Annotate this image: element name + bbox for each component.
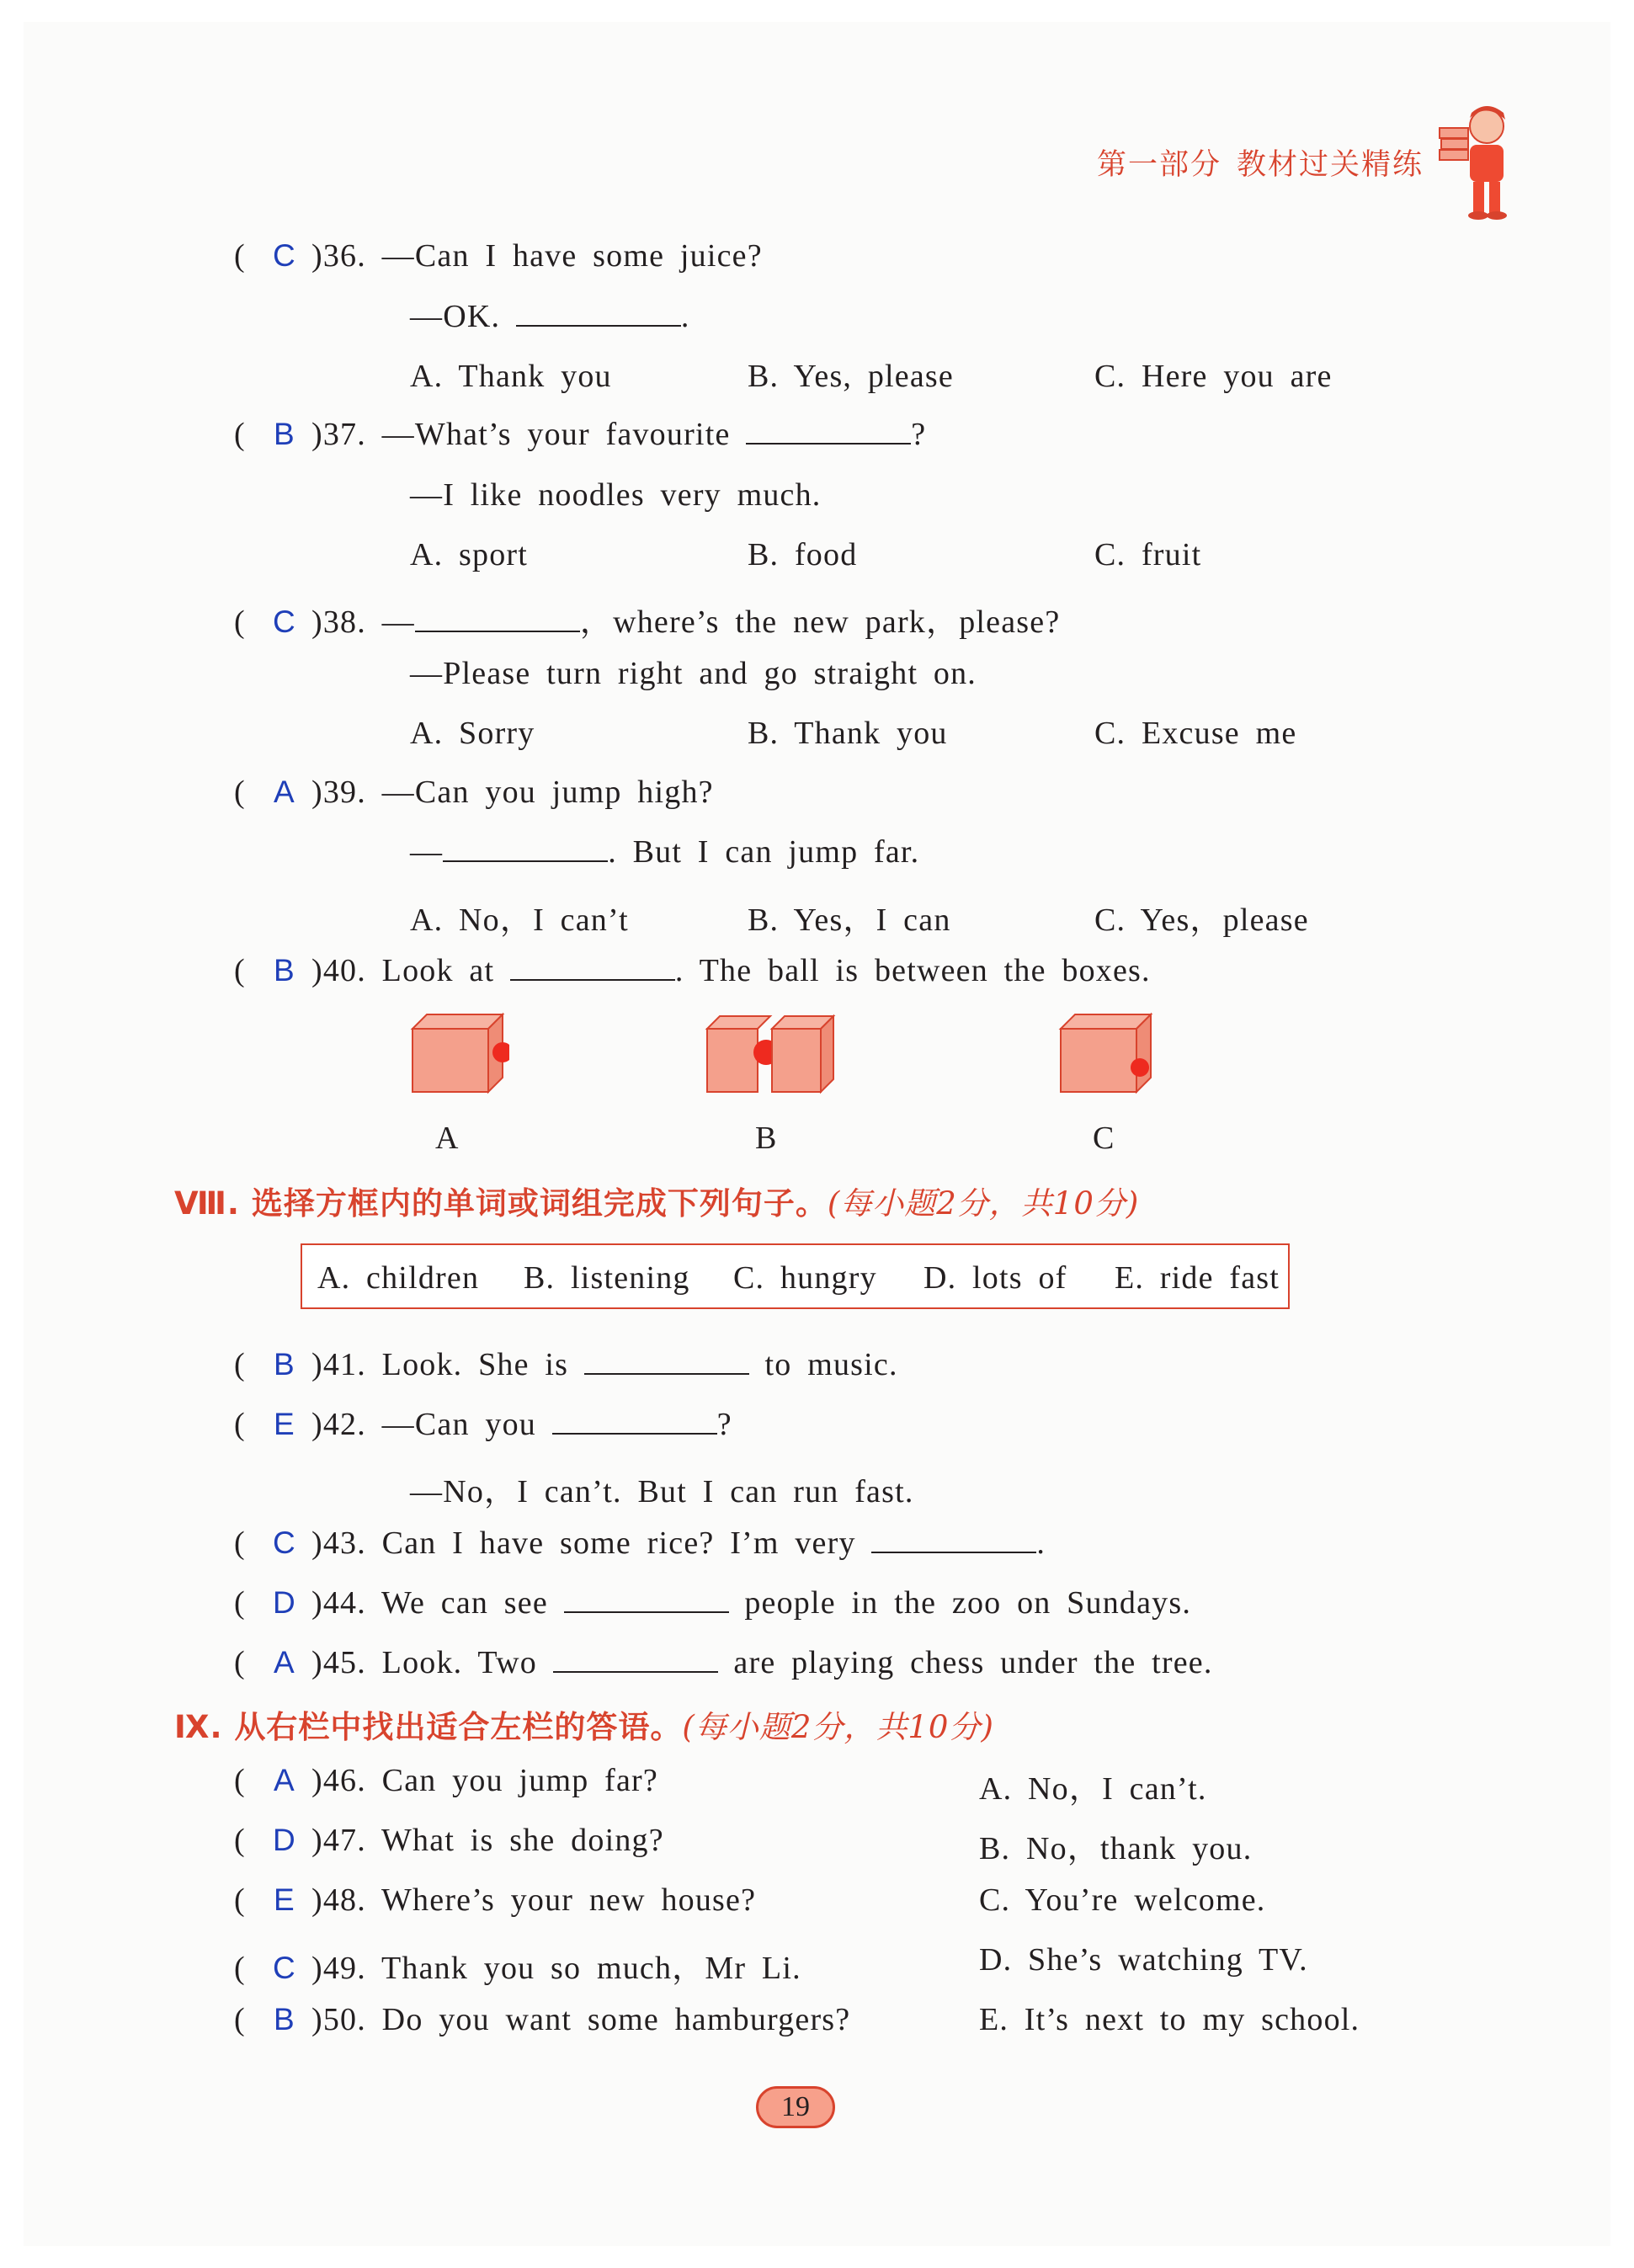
header-title: 教材过关精练 [1236, 148, 1424, 182]
question-39-line2: — . But I can jump far. [410, 834, 920, 870]
option-38-c: C. Excuse me [1094, 716, 1297, 751]
match-row: ( A )46. Can you jump far? [234, 1763, 658, 1798]
option-37-b: B. food [748, 537, 858, 572]
picture-a-label: A [435, 1121, 459, 1156]
response-b: B. No，thank you. [979, 1831, 1253, 1866]
option-37-a: A. sport [410, 537, 529, 572]
question-40: ( B )40. Look at . The ball is between the boxes. [234, 953, 1151, 988]
word-option-d: D. lots of [923, 1260, 1067, 1296]
picture-c-label: C [1093, 1121, 1115, 1156]
option-36-c: C. Here you are [1094, 359, 1333, 394]
blank[interactable] [584, 1348, 749, 1375]
mascot-icon [1438, 103, 1514, 221]
match-row: ( E )48. Where’s your new house? [234, 1882, 757, 1918]
option-38-a: A. Sorry [410, 716, 535, 751]
option-38-b: B. Thank you [748, 716, 948, 751]
blank[interactable] [553, 1646, 718, 1673]
answer-40: B [274, 953, 295, 988]
option-36-a: A. Thank you [410, 359, 612, 394]
header-part: 第一部分 [1096, 148, 1222, 182]
option-37-c: C. fruit [1094, 537, 1202, 572]
word-option-e: E. ride fast [1115, 1260, 1280, 1296]
blank[interactable] [564, 1586, 729, 1613]
question-45: ( A )45. Look. Two are playing chess under the tree. [234, 1645, 1213, 1680]
response-a: A. No，I can’t. [979, 1771, 1207, 1807]
answer-48: E [274, 1882, 295, 1917]
section-9-title: Ⅸ. 从右栏中找出适合左栏的答语。(每小题2分，共10分) [174, 1709, 994, 1745]
response-c: C. You’re welcome. [979, 1882, 1266, 1918]
picture-c [1057, 1010, 1166, 1099]
match-row: ( B )50. Do you want some hamburgers? [234, 2002, 851, 2037]
match-row: ( C )49. Thank you so much，Mr Li. [234, 1951, 801, 1986]
answer-38: C [273, 604, 296, 639]
answer-50: B [274, 2002, 295, 2036]
answer-47: D [273, 1823, 296, 1857]
answer-36: C [273, 238, 296, 273]
question-37: ( B )37. —What’s your favourite ? [234, 417, 927, 452]
page-number: 19 [756, 2086, 835, 2128]
question-41: ( B )41. Look. She is to music. [234, 1347, 898, 1382]
page-header [1082, 141, 1424, 184]
word-option-c: C. hungry [733, 1260, 877, 1296]
question-36: ( C )36. —Can I have some juice? [234, 238, 763, 274]
answer-44: D [273, 1585, 296, 1620]
question-38-line2: —Please turn right and go straight on. [410, 656, 977, 691]
blank[interactable] [552, 1408, 717, 1435]
answer-45: A [274, 1645, 295, 1680]
answer-49: C [273, 1951, 296, 1985]
response-e: E. It’s next to my school. [979, 2002, 1360, 2037]
question-42: ( E )42. —Can you ? [234, 1407, 732, 1442]
answer-46: A [274, 1763, 295, 1797]
question-42-line2: —No，I can’t. But I can run fast. [410, 1474, 914, 1509]
question-38: ( C )38. — ，where’s the new park，please? [234, 604, 1061, 640]
question-39: ( A )39. —Can you jump high? [234, 775, 714, 810]
match-row: ( D )47. What is she doing? [234, 1823, 664, 1858]
question-44: ( D )44. We can see people in the zoo on Sundays. [234, 1585, 1192, 1621]
option-39-b: B. Yes，I can [748, 902, 951, 938]
option-39-a: A. No，I can’t [410, 902, 629, 938]
blank[interactable] [516, 300, 681, 327]
blank[interactable] [443, 835, 608, 862]
blank[interactable] [871, 1526, 1036, 1553]
question-43: ( C )43. Can I have some rice? I’m very . [234, 1525, 1046, 1561]
word-option-b: B. listening [524, 1260, 690, 1296]
blank[interactable] [510, 954, 675, 981]
option-39-c: C. Yes，please [1094, 902, 1309, 938]
picture-b-label: B [755, 1121, 777, 1156]
question-37-line2: —I like noodles very much. [410, 477, 822, 513]
option-36-b: B. Yes, please [748, 359, 954, 394]
section-8-title: Ⅷ. 选择方框内的单词或词组完成下列句子。(每小题2分，共10分) [174, 1185, 1140, 1222]
question-36-line2: —OK. . [410, 299, 690, 334]
picture-b [703, 1010, 838, 1099]
answer-41: B [274, 1347, 295, 1382]
picture-a [408, 1010, 509, 1099]
answer-37: B [274, 417, 295, 451]
blank[interactable] [415, 605, 580, 632]
word-option-a: A. children [317, 1260, 480, 1296]
answer-39: A [274, 775, 295, 809]
response-d: D. She’s watching TV. [979, 1942, 1308, 1978]
blank[interactable] [746, 418, 911, 445]
word-box [301, 1243, 1290, 1309]
answer-43: C [273, 1525, 296, 1560]
answer-42: E [274, 1407, 295, 1441]
